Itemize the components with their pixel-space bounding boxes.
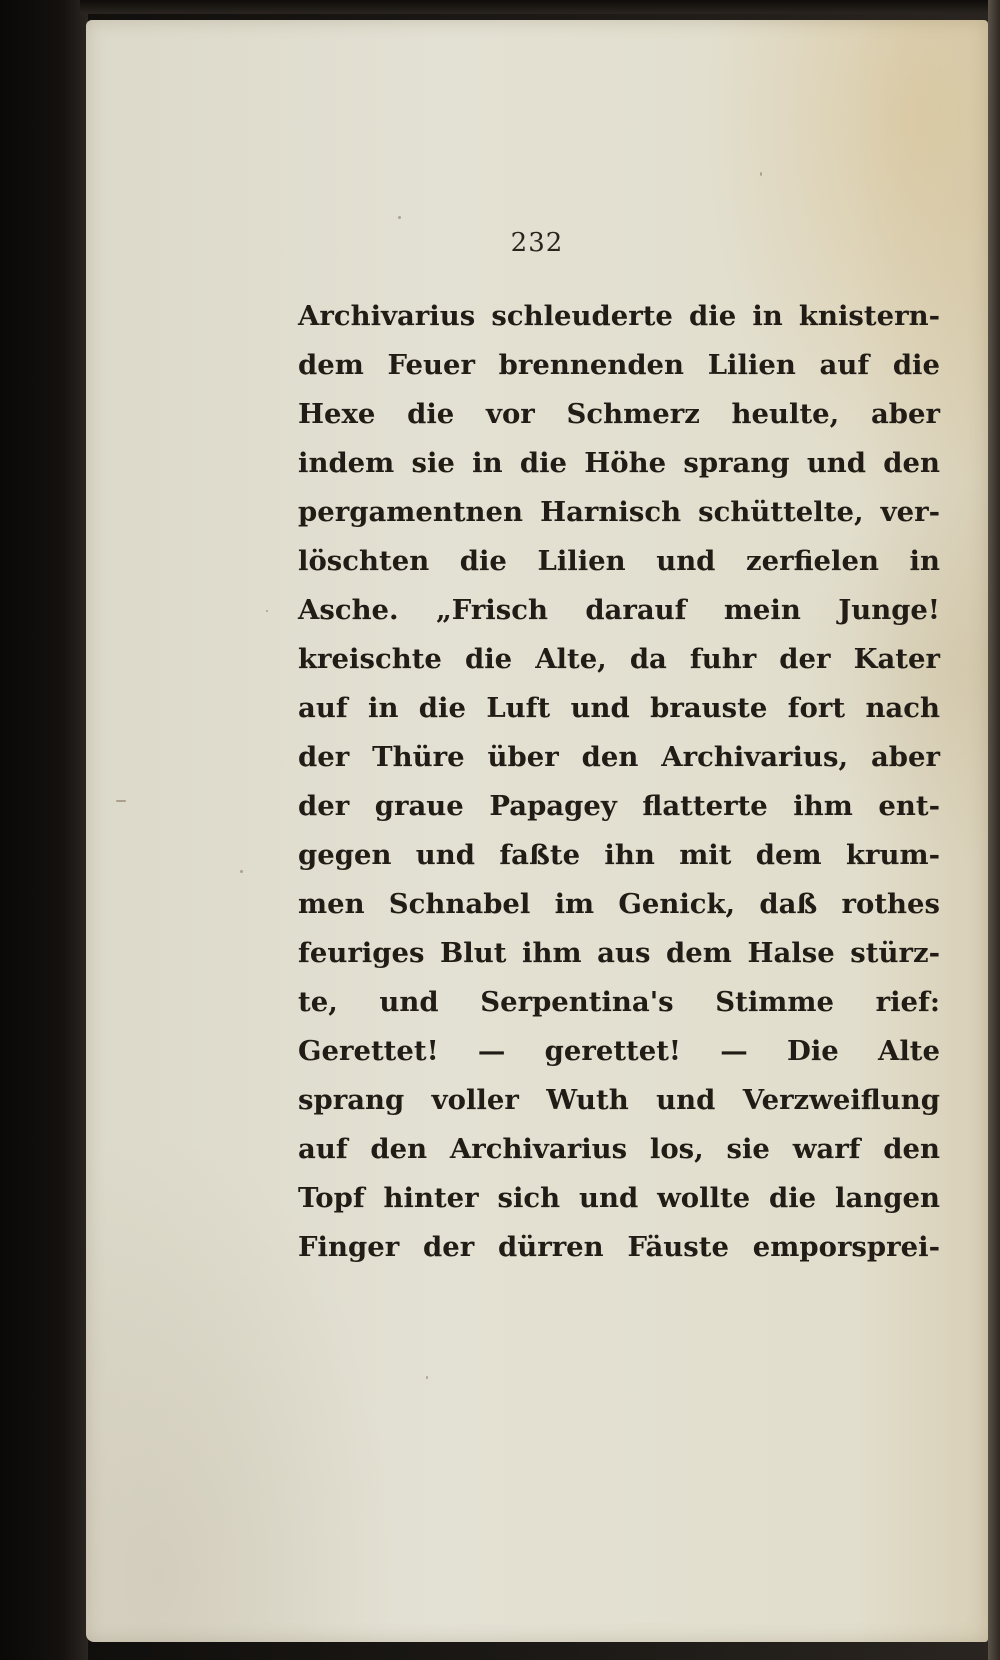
page-number: 232	[510, 228, 564, 258]
paper-speck	[426, 1376, 428, 1379]
paper-speck	[116, 800, 126, 802]
text-line: te, und Serpentina's Stimme rief:	[298, 986, 940, 1018]
paper-speck	[266, 610, 268, 612]
text-line: Hexe die vor Schmerz heulte, aber	[298, 398, 940, 430]
text-line: der graue Papagey flatterte ihm ent-	[298, 790, 940, 822]
text-line: feuriges Blut ihm aus dem Halse stürz-	[298, 937, 940, 969]
text-line: Gerettet! — gerettet! — Die Alte	[298, 1035, 940, 1067]
page-top-edge	[80, 0, 1000, 14]
text-line: auf den Archivarius los, sie warf den	[298, 1133, 940, 1165]
page-right-edge	[988, 0, 1000, 1660]
paper-speck	[240, 870, 243, 873]
text-line: Archivarius schleuderte die in knistern-	[298, 300, 940, 332]
text-line: dem Feuer brennenden Lilien auf die	[298, 349, 940, 381]
text-line: Asche. „Frisch darauf mein Junge!	[298, 594, 940, 626]
text-line: gegen und faßte ihn mit dem krum-	[298, 839, 940, 871]
book-page	[86, 20, 988, 1642]
body-text	[298, 292, 940, 1272]
text-line: der Thüre über den Archivarius, aber	[298, 741, 940, 773]
book-spine-shadow	[0, 0, 88, 1660]
text-line: men Schnabel im Genick, daß rothes	[298, 888, 940, 920]
text-line: auf in die Luft und brauste fort nach	[298, 692, 940, 724]
text-line: Topf hinter sich und wollte die langen	[298, 1182, 940, 1214]
text-line: löschten die Lilien und zerfielen in	[298, 545, 940, 577]
text-line: kreischte die Alte, da fuhr der Kater	[298, 643, 940, 675]
text-line: indem sie in die Höhe sprang und den	[298, 447, 940, 479]
text-line: sprang voller Wuth und Verzweiflung	[298, 1084, 940, 1116]
text-line: pergamentnen Harnisch schüttelte, ver-	[298, 496, 940, 528]
text-line: Finger der dürren Fäuste emporsprei-	[298, 1231, 940, 1263]
paper-speck	[398, 216, 401, 219]
paper-speck	[760, 172, 762, 176]
